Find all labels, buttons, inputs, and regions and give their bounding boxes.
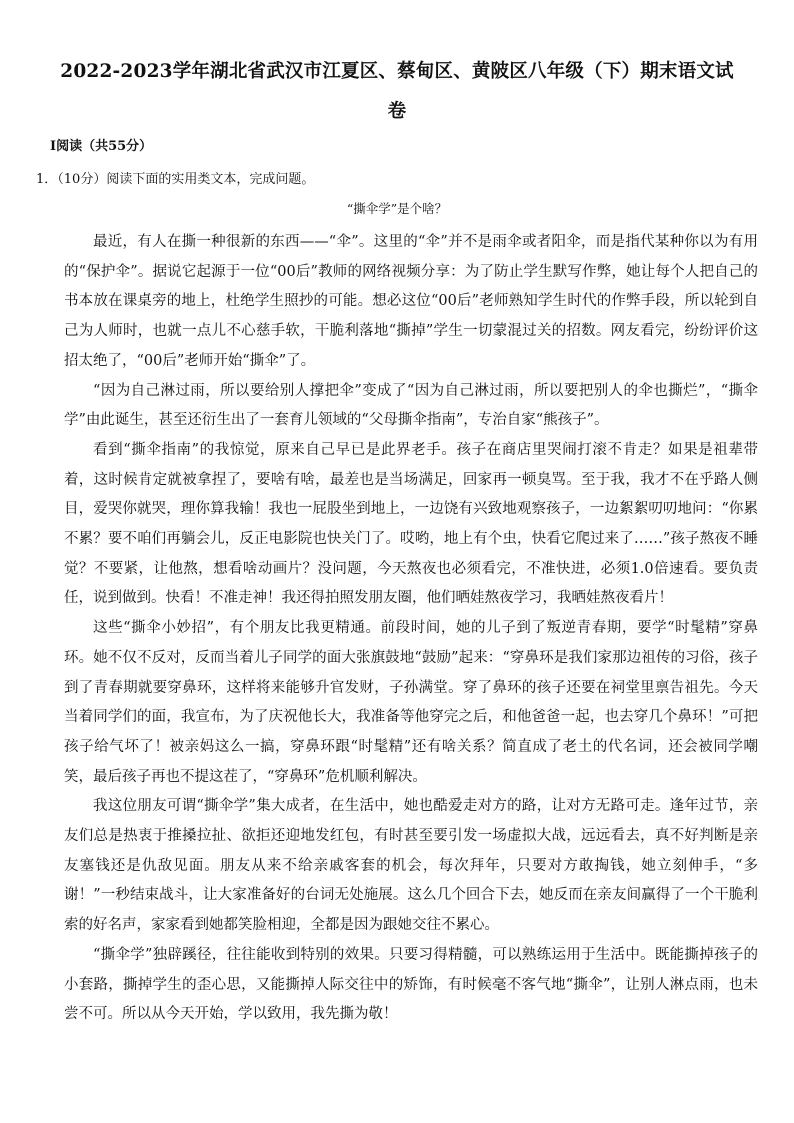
article-paragraph-6: “撕伞学”独辟蹊径，往往能收到特别的效果。只要习得精髓，可以熟练运用于生活中。既能撕掉孩子的小套路，撕掉学生的歪心思，又能撕掉人际交往中的矫饰，有时候毫不客气地“撕伞”，让别人淋点雨，也未尝不可。所以从今天开始，学以致用，我先撕为敬！ <box>64 946 758 1023</box>
section-heading: Ⅰ阅读（共55分） <box>50 139 153 154</box>
exam-title-line-2: 卷 <box>387 101 407 122</box>
article-paragraph-1: 最近，有人在撕一种很新的东西——“伞”。这里的“伞”并不是雨伞或者阳伞，而是指代某种你以为有用的“保护伞”。据说它起源于一位“00后”教师的网络视频分享：为了防止学生默写作弊，她让每个人把自己的书本放在课桌旁的地上，杜绝学生照抄的可能。想必这位“00后”老师熟知学生时代的作弊手段，所以轮到自己为人师时，也就一点儿不心慈手软，干脆利落地“撕掉”学生一切蒙混过关的招数。网友看完，纷纷评价这招太绝了，“00后”老师开始“撕伞”了。 <box>64 234 758 369</box>
article-body <box>64 228 758 1030</box>
article-title: “撕伞学”是个啥？ <box>346 201 448 216</box>
exam-title-line-1: 2022-2023学年湖北省武汉市江夏区、蔡甸区、黄陂区八年级（下）期末语文试 <box>60 61 734 82</box>
article-paragraph-2: “因为自己淋过雨，所以要给别人撑把伞”变成了“因为自己淋过雨，所以要把别人的伞也撕烂”，“撕伞学”由此诞生，甚至还衍生出了一套育儿领域的“父母撕伞指南”，专治自家“熊孩子”。 <box>64 382 758 429</box>
question-stem: 1．（10分）阅读下面的实用类文本，完成问题。 <box>36 172 315 187</box>
article-paragraph-4: 这些“撕伞小妙招”，有个朋友比我更精通。前段时间，她的儿子到了叛逆青春期，要学“时髦精”穿鼻环。她不仅不反对，反而当着儿子同学的面大张旗鼓地“鼓励”起来：“穿鼻环是我们家那边祖传的习俗，孩子到了青春期就要穿鼻环，这样将来能够升官发财，子孙满堂。穿了鼻环的孩子还要在祠堂里禀告祖先。今天当着同学们的面，我宣布，为了庆祝他长大，我准备等他穿完之后，和他爸爸一起，也去穿几个鼻环！”可把孩子给气坏了！被亲妈这么一搞，穿鼻环跟“时髦精”还有啥关系？简直成了老土的代名词，还会被同学嘲笑，最后孩子再也不提这茬了，“穿鼻环”危机顺利解决。 <box>64 620 758 785</box>
article-paragraph-3: 看到“撕伞指南”的我惊觉，原来自己早已是此界老手。孩子在商店里哭闹打滚不肯走？如果是祖辈带着，这时候肯定就被拿捏了，要啥有啥，最差也是当场满足，回家再一顿臭骂。至于我，我才不在乎路人侧目，爱哭你就哭，理你算我输！我也一屁股坐到地上，一边饶有兴致地观察孩子，一边絮絮叨叨地问：“你累不累？要不咱们再躺会儿，反正电影院也快关门了。哎哟，地上有个虫，快看它爬过来了……”孩子熬夜不睡觉？不要紧，让他熬，想看啥动画片？没问题，今天熬夜也必须看完，不准快进，必须1.0倍速看。要负责任，说到做到。快看！不准走神！我还得拍照发朋友圈，他们晒娃熬夜学习，我晒娃熬夜看片！ <box>64 441 758 607</box>
article-paragraph-5: 我这位朋友可谓“撕伞学”集大成者，在生活中，她也酷爱走对方的路，让对方无路可走。逢年过节，亲友们总是热衷于推搡拉扯、欲拒还迎地发红包，有时甚至要引发一场虚拟大战，远远看去，真不好判断是亲友塞钱还是仇敌见面。朋友从来不给亲戚客套的机会，每次拜年，只要对方敢掏钱，她立刻伸手，“多谢！”一秒结束战斗，让大家准备好的台词无处施展。这么几个回合下去，她反而在亲友间赢得了一个干脆利索的好名声，家家看到她都笑脸相迎，全都是因为跟她交往不累心。 <box>64 798 758 934</box>
